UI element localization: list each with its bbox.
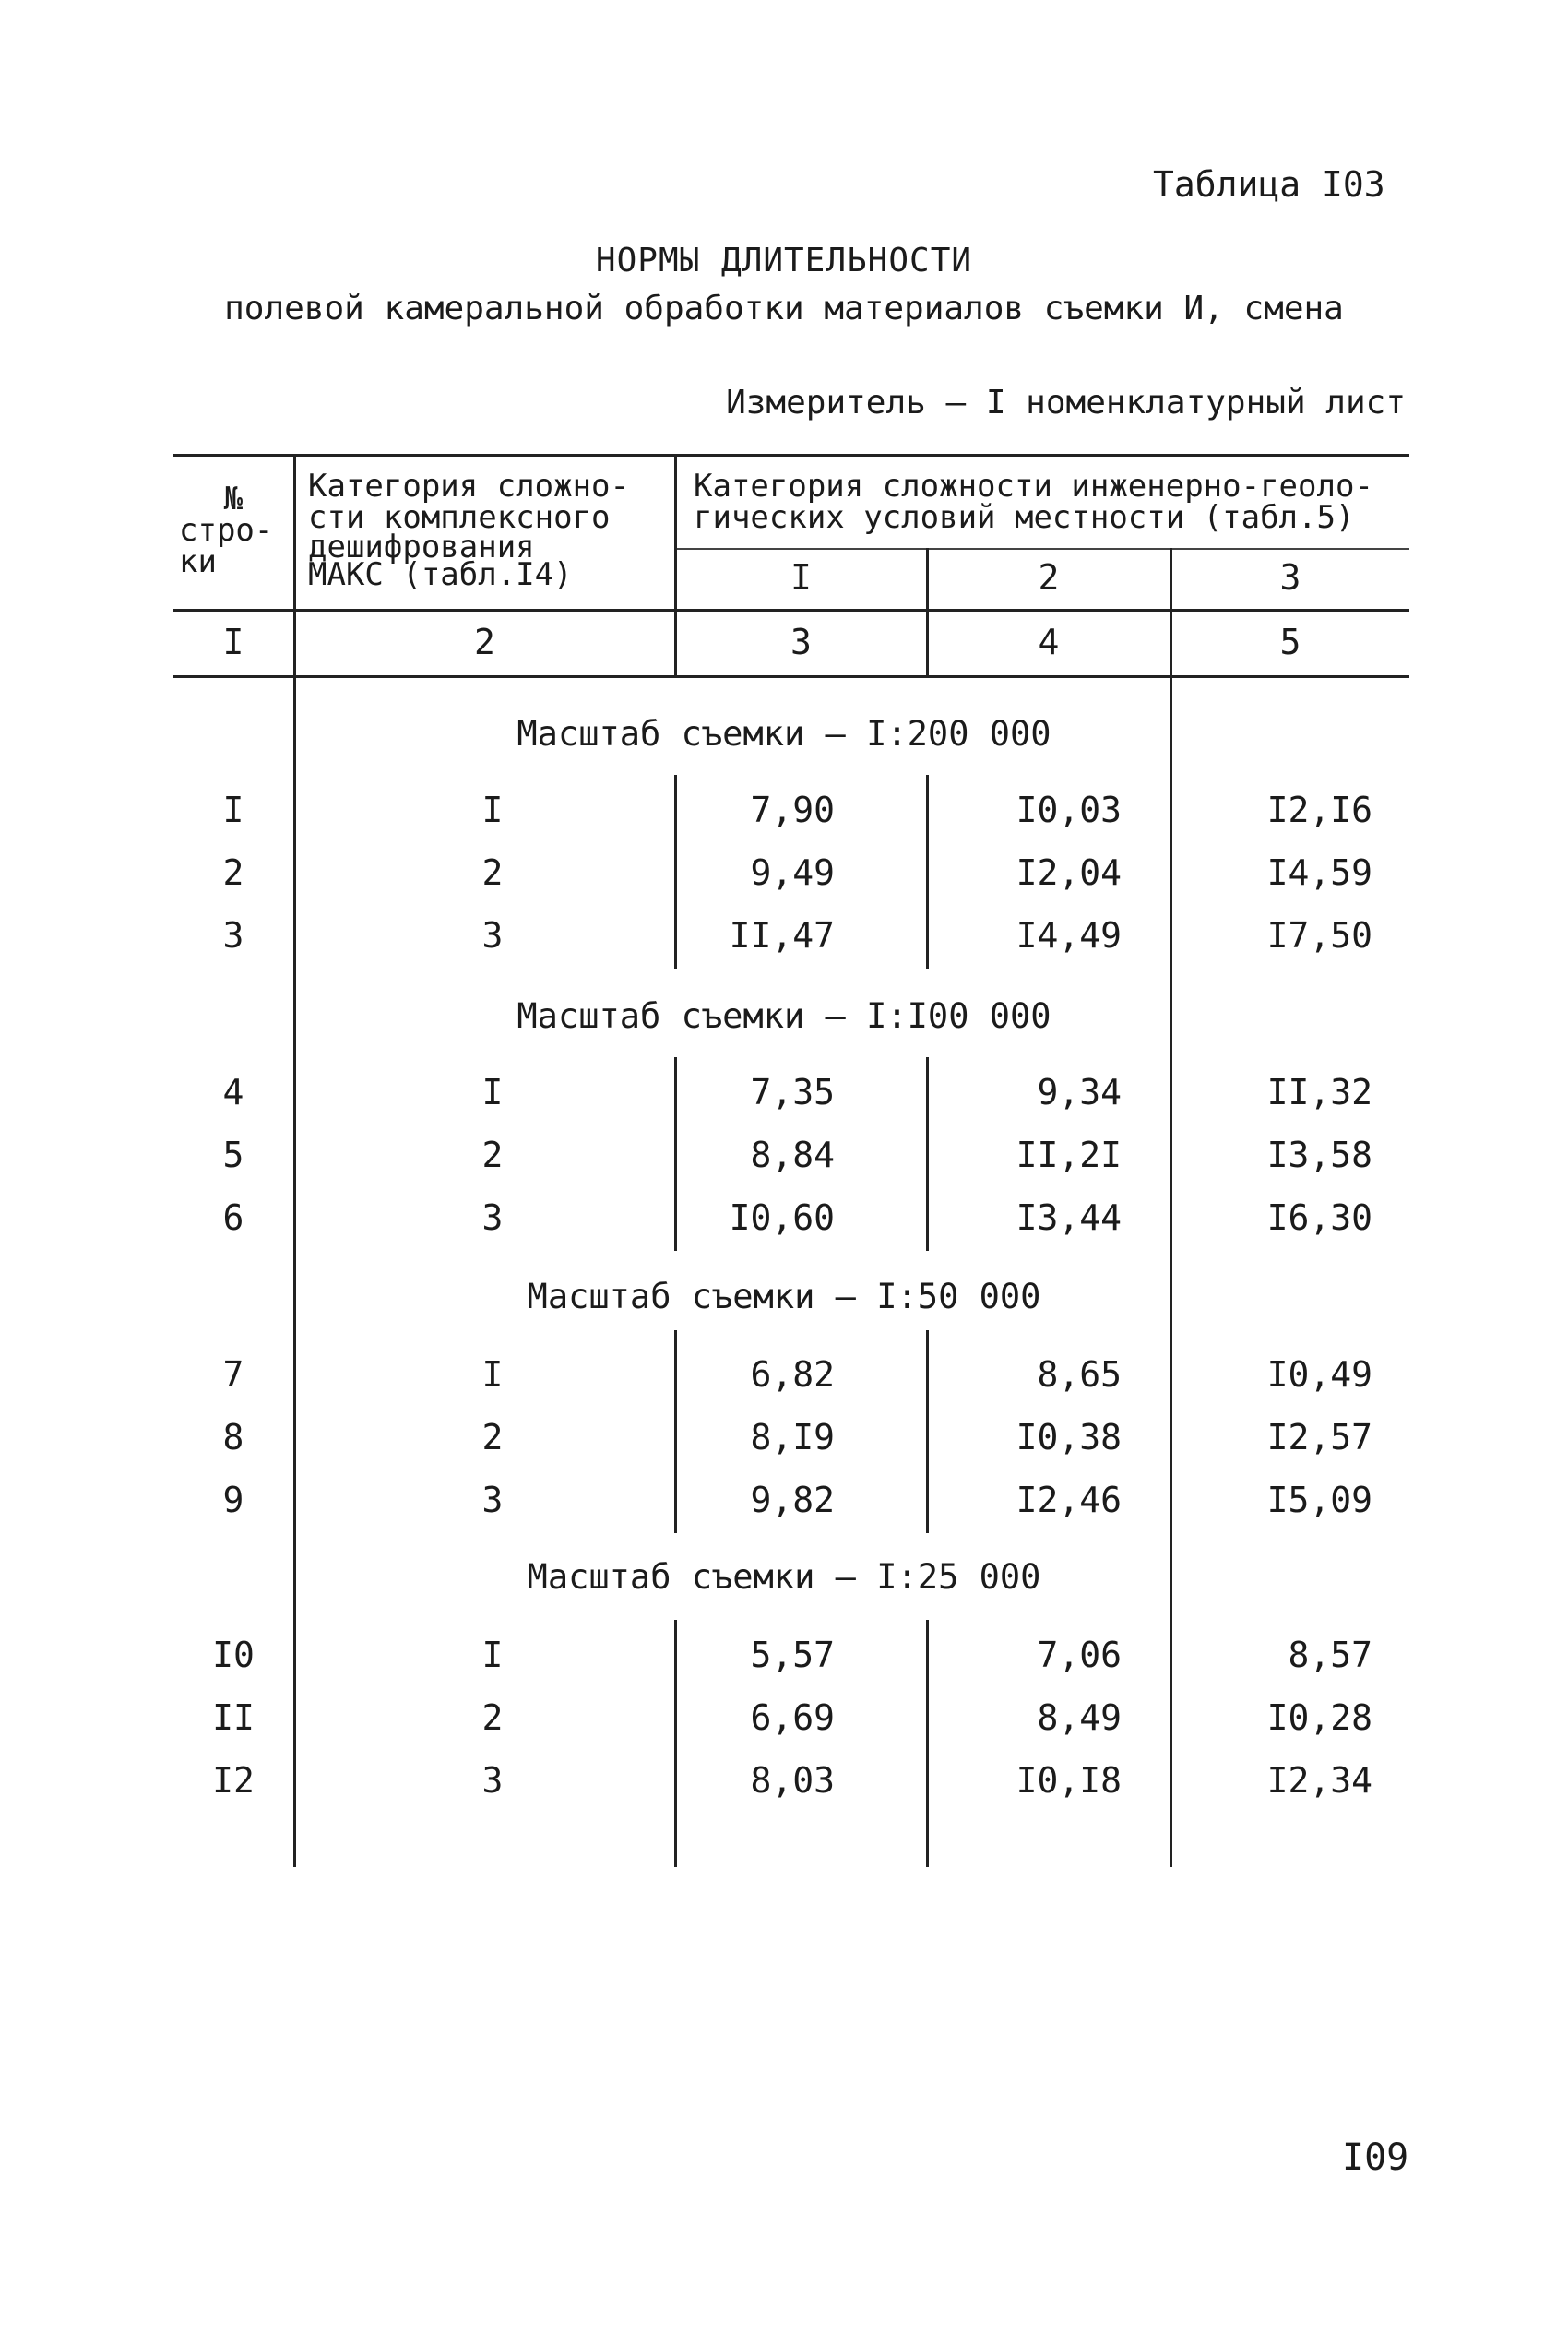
scale-heading: Масштаб съемки – I:200 000 <box>517 714 1051 754</box>
column-number-3: 3 <box>790 622 812 662</box>
decoding-category: 2 <box>481 1135 504 1175</box>
row-number: 5 <box>222 1135 244 1175</box>
value-cat-1: 6,69 <box>750 1697 835 1738</box>
value-cat-1: I0,60 <box>729 1197 835 1238</box>
row-number: 2 <box>222 852 244 893</box>
header-row-number-line2: стро- <box>179 512 274 549</box>
value-cat-2: I2,04 <box>1016 852 1122 893</box>
header-bottom-rule <box>173 609 1409 612</box>
header-category-geology <box>694 468 1373 536</box>
scale-heading: Масштаб съемки – I:25 000 <box>527 1557 1041 1597</box>
decoding-category: I <box>481 790 504 830</box>
scale-heading: Масштаб съемки – I:50 000 <box>527 1277 1041 1316</box>
value-cat-1: II,47 <box>729 915 835 956</box>
value-cat-1: 7,90 <box>750 790 835 830</box>
decoding-category: 2 <box>481 1417 504 1458</box>
decoding-category: 2 <box>481 1697 504 1738</box>
row-number: 8 <box>222 1417 244 1458</box>
page-subtitle: полевой камеральной обработки материалов съемки И, смена <box>224 290 1344 327</box>
value-cat-1: 8,I9 <box>750 1417 835 1458</box>
value-cat-2: I3,44 <box>1016 1197 1122 1238</box>
column-number-4: 4 <box>1038 622 1060 662</box>
row-number: II <box>212 1697 255 1738</box>
value-cat-3: I5,09 <box>1266 1480 1372 1520</box>
decoding-category: 3 <box>481 1197 504 1238</box>
header-row-number <box>175 481 291 580</box>
value-cat-3: 8,57 <box>1288 1635 1372 1675</box>
subheader-cat-2: 2 <box>1038 557 1060 598</box>
value-cat-3: I0,49 <box>1266 1354 1372 1395</box>
header-category-decoding-line1: Категория сложно- <box>308 468 629 505</box>
value-cat-1: 9,49 <box>750 852 835 893</box>
value-cat-2: 8,65 <box>1037 1354 1122 1395</box>
value-cat-2: I0,03 <box>1016 790 1122 830</box>
value-cat-1: 8,84 <box>750 1135 835 1175</box>
value-cat-1: 5,57 <box>750 1635 835 1675</box>
value-cat-3: I7,50 <box>1266 915 1372 956</box>
row-number: 4 <box>222 1072 244 1112</box>
header-category-decoding-line2: сти комплексного <box>308 499 611 536</box>
column-number-2: 2 <box>474 622 495 662</box>
value-cat-2: 7,06 <box>1037 1635 1122 1675</box>
value-cat-3: I2,34 <box>1266 1760 1372 1801</box>
row-number: 3 <box>222 915 244 956</box>
row-number: 7 <box>222 1354 244 1395</box>
value-cat-3: I2,I6 <box>1266 790 1372 830</box>
column-numbers-rule <box>173 675 1409 678</box>
header-category-geology-line2: гических условий местности (табл.5) <box>694 499 1355 536</box>
subheader-cat-3: 3 <box>1279 557 1301 598</box>
table-label: Таблица I03 <box>1153 164 1385 205</box>
value-cat-3: I6,30 <box>1266 1197 1372 1238</box>
value-cat-3: I3,58 <box>1266 1135 1372 1175</box>
header-row-number-line3: ки <box>179 543 217 580</box>
page-number: I09 <box>1342 2136 1409 2179</box>
value-cat-2: 9,34 <box>1037 1072 1122 1112</box>
decoding-category: 2 <box>481 852 504 893</box>
value-cat-3: I2,57 <box>1266 1417 1372 1458</box>
unit-of-measure: Измеритель – I номенклатурный лист <box>726 384 1406 422</box>
scale-heading: Масштаб съемки – I:I00 000 <box>517 996 1051 1036</box>
row-number: I2 <box>212 1760 255 1801</box>
page-title: НОРМЫ ДЛИТЕЛЬНОСТИ <box>595 242 973 280</box>
decoding-category: 3 <box>481 1760 504 1801</box>
value-cat-2: 8,49 <box>1037 1697 1122 1738</box>
value-cat-3: I0,28 <box>1266 1697 1372 1738</box>
value-cat-1: 6,82 <box>750 1354 835 1395</box>
value-cat-1: 9,82 <box>750 1480 835 1520</box>
value-cat-2: II,2I <box>1016 1135 1122 1175</box>
row-number: 9 <box>222 1480 244 1520</box>
column-number-5: 5 <box>1279 622 1301 662</box>
decoding-category: I <box>481 1072 504 1112</box>
decoding-category: 3 <box>481 915 504 956</box>
decoding-category: I <box>481 1354 504 1395</box>
header-category-decoding-line3: дешифрования <box>308 529 535 565</box>
table-top-rule <box>173 454 1409 457</box>
value-cat-1: 7,35 <box>750 1072 835 1112</box>
decoding-category: I <box>481 1635 504 1675</box>
value-cat-2: I0,I8 <box>1016 1760 1122 1801</box>
value-cat-2: I2,46 <box>1016 1480 1122 1520</box>
row-number: I0 <box>212 1635 255 1675</box>
row-number: I <box>222 790 244 830</box>
subheader-cat-1: I <box>790 557 812 598</box>
value-cat-2: I4,49 <box>1016 915 1122 956</box>
value-cat-3: I4,59 <box>1266 852 1372 893</box>
value-cat-2: I0,38 <box>1016 1417 1122 1458</box>
header-category-decoding-line4: МАКС (табл.I4) <box>308 556 573 593</box>
subheader-rule <box>676 548 1409 550</box>
column-number-1: I <box>222 622 244 662</box>
value-cat-1: 8,03 <box>750 1760 835 1801</box>
decoding-category: 3 <box>481 1480 504 1520</box>
header-category-geology-line1: Категория сложности инженерно-геоло- <box>694 468 1373 505</box>
header-category-decoding <box>308 468 629 593</box>
header-row-number-line1: № <box>223 481 244 518</box>
row-number: 6 <box>222 1197 244 1238</box>
value-cat-3: II,32 <box>1266 1072 1372 1112</box>
